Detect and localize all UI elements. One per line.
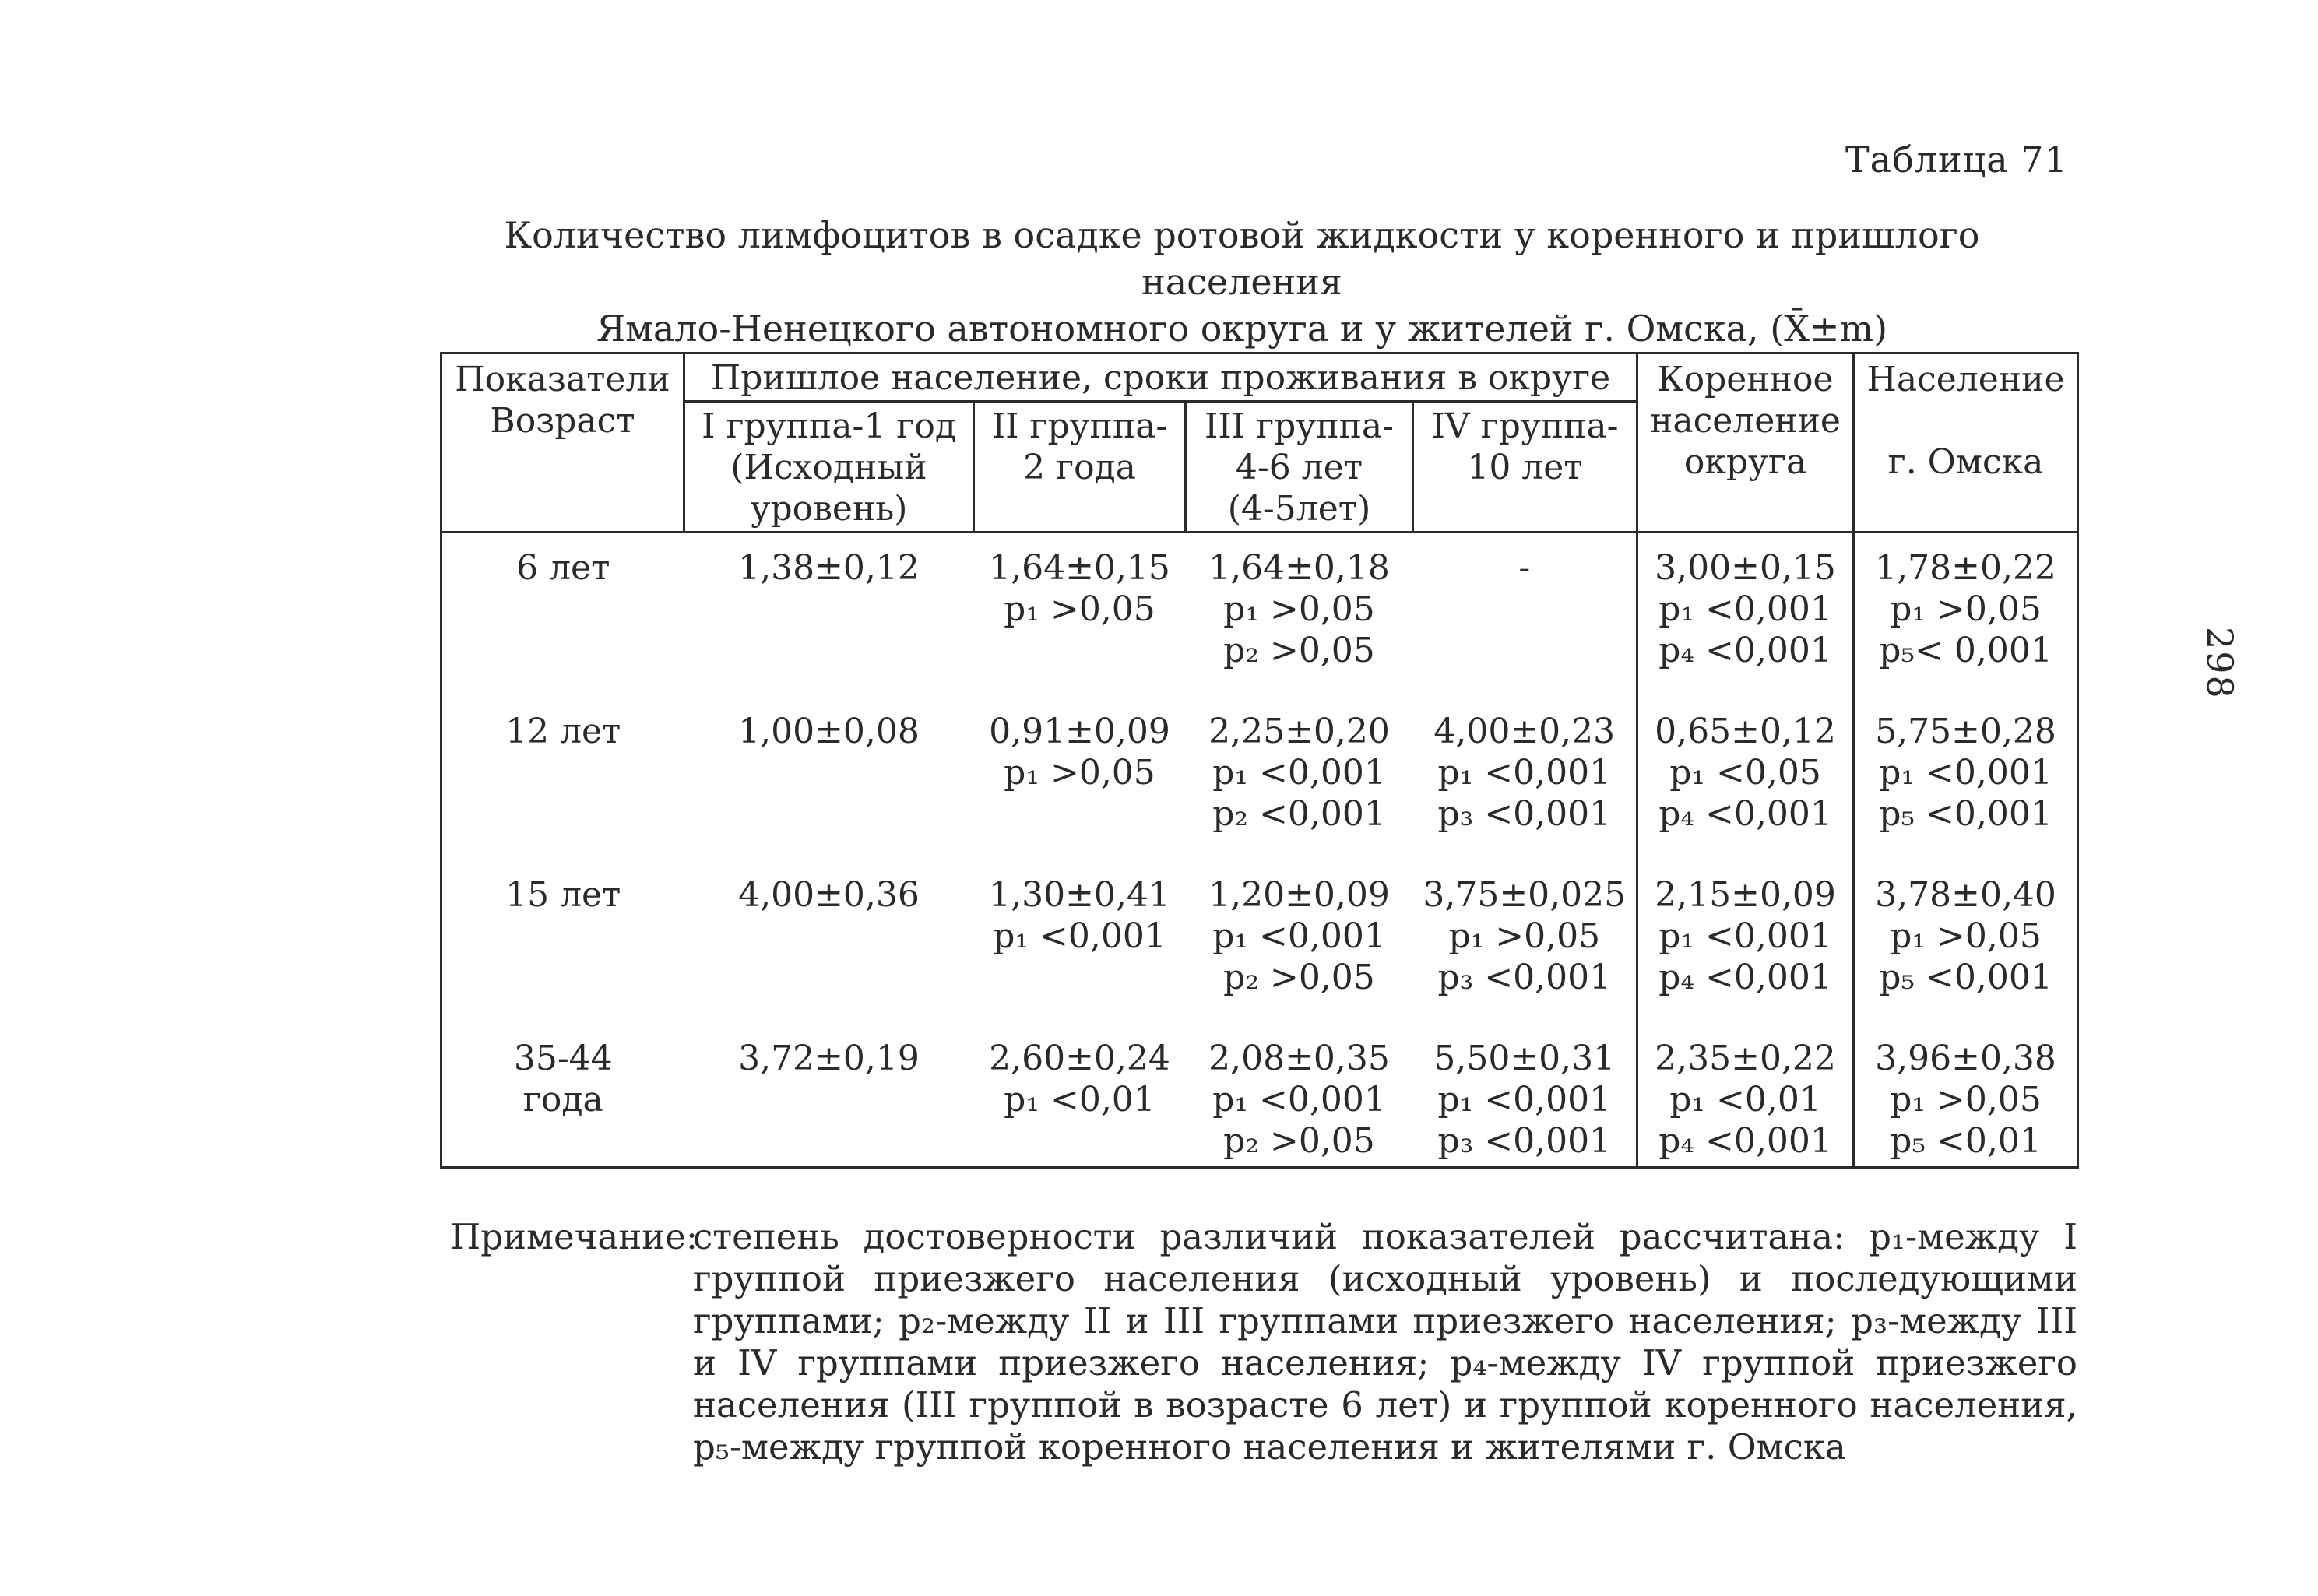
header-group-3-line-1: III группа- xyxy=(1205,406,1394,446)
p-value: p₁ >0,05 xyxy=(1890,589,2042,629)
header-indicators-age xyxy=(441,353,684,533)
header-group-1-line-2: (Исходный xyxy=(730,448,927,487)
header-native-line-1: Коренное xyxy=(1657,360,1834,399)
cell-group-2 xyxy=(974,1027,1186,1168)
p-value: p₄ <0,001 xyxy=(1658,958,1832,997)
mean-value: 2,35±0,22 xyxy=(1655,1039,1836,1078)
cell-omsk xyxy=(1854,863,2078,1027)
header-age-label: Возраст xyxy=(490,401,635,441)
table-row xyxy=(441,863,2078,1027)
note-label: Примечание: xyxy=(450,1216,698,1257)
p-value: p₂ <0,001 xyxy=(1212,794,1386,834)
p-value: p₂ >0,05 xyxy=(1223,631,1375,670)
p-value: p₁ >0,05 xyxy=(1890,916,2042,956)
p-value: p₁ <0,001 xyxy=(1658,916,1832,956)
p-value: p₃ <0,001 xyxy=(1437,794,1612,834)
p-value: p₁ <0,001 xyxy=(1879,753,2052,793)
p-value: p₃ <0,001 xyxy=(1437,1121,1612,1161)
cell-group-2 xyxy=(974,863,1186,1027)
p-value: p₁ <0,05 xyxy=(1669,753,1821,793)
p-value: p₁ >0,05 xyxy=(1004,589,1155,629)
table-note xyxy=(450,1216,2077,1468)
mean-value: 3,72±0,19 xyxy=(738,1039,920,1078)
header-group-3-line-3: (4-5лет) xyxy=(1227,489,1371,529)
mean-value: 1,38±0,12 xyxy=(738,548,920,588)
p-value: p₁ <0,001 xyxy=(1437,753,1612,793)
mean-value: 3,00±0,15 xyxy=(1655,548,1836,588)
p-value: p₅ <0,001 xyxy=(1879,794,2052,834)
cell-omsk xyxy=(1854,533,2078,701)
mean-value: 0,91±0,09 xyxy=(989,712,1170,751)
row-age-cell xyxy=(441,1027,684,1168)
header-native-line-2: население xyxy=(1650,401,1841,441)
table-row xyxy=(441,700,2078,863)
header-group-1-line-3: уровень) xyxy=(750,489,908,529)
mean-value: 4,00±0,36 xyxy=(738,875,920,915)
cell-omsk xyxy=(1854,700,2078,863)
p-value: p₄ <0,001 xyxy=(1658,1121,1832,1161)
header-native-population xyxy=(1637,353,1854,533)
p-value: p₁ <0,001 xyxy=(1437,1080,1612,1120)
table-header xyxy=(441,353,2078,533)
header-group-2-line-1: II группа- xyxy=(991,406,1168,446)
table-row xyxy=(441,533,2078,701)
cell-native xyxy=(1637,700,1854,863)
mean-value: 2,60±0,24 xyxy=(989,1039,1170,1078)
header-migrant-group: Пришлое население, сроки проживания в округе xyxy=(684,353,1637,402)
p-value: p₄ <0,001 xyxy=(1658,631,1832,670)
p-value: p₂ >0,05 xyxy=(1223,1121,1375,1161)
p-value: p₅ <0,01 xyxy=(1890,1121,2042,1161)
p-value: p₁ >0,05 xyxy=(1004,753,1155,793)
p-value: p₁ <0,001 xyxy=(1212,1080,1386,1120)
mean-value: 1,64±0,18 xyxy=(1208,548,1390,588)
p-value: p₁ <0,001 xyxy=(1212,753,1386,793)
header-group-3-line-2: 4-6 лет xyxy=(1235,448,1363,487)
header-group-1-line-1: I группа-1 год xyxy=(702,406,956,446)
p-value: p₁ <0,001 xyxy=(993,916,1166,956)
p-value: p₁ <0,001 xyxy=(1658,589,1832,629)
cell-group-3 xyxy=(1186,700,1413,863)
header-group-3 xyxy=(1186,402,1413,533)
table-title xyxy=(420,212,2063,352)
mean-value: 1,78±0,22 xyxy=(1875,548,2056,588)
row-age-cell xyxy=(441,863,684,1027)
table-row xyxy=(441,1027,2078,1168)
p-value: p₅< 0,001 xyxy=(1879,631,2052,670)
mean-value: 1,64±0,15 xyxy=(989,548,1170,588)
cell-group-1 xyxy=(684,1027,974,1168)
header-group-1 xyxy=(684,402,974,533)
mean-value: 3,96±0,38 xyxy=(1875,1039,2056,1078)
cell-group-3 xyxy=(1186,863,1413,1027)
cell-group-2 xyxy=(974,533,1186,701)
p-value: p₁ >0,05 xyxy=(1448,916,1601,956)
cell-native xyxy=(1637,863,1854,1027)
age-value-line-2: года xyxy=(522,1080,603,1120)
header-omsk-line-1: Население xyxy=(1866,360,2065,399)
p-value: p₁ >0,05 xyxy=(1890,1080,2042,1120)
row-age-cell xyxy=(441,700,684,863)
lymphocyte-table xyxy=(440,352,2079,1169)
cell-group-1 xyxy=(684,533,974,701)
header-group-4-line-2: 10 лет xyxy=(1467,448,1583,487)
cell-group-4 xyxy=(1413,533,1637,701)
mean-value: 2,08±0,35 xyxy=(1208,1039,1390,1078)
cell-group-1 xyxy=(684,700,974,863)
table-body xyxy=(441,533,2078,1168)
header-group-4-line-1: IV группа- xyxy=(1431,406,1619,446)
cell-native xyxy=(1637,1027,1854,1168)
p-value: p₂ >0,05 xyxy=(1223,958,1375,997)
cell-group-4 xyxy=(1413,1027,1637,1168)
mean-value: 0,65±0,12 xyxy=(1655,712,1836,751)
mean-value: 3,75±0,025 xyxy=(1423,875,1627,915)
cell-group-1 xyxy=(684,863,974,1027)
mean-value: 5,75±0,28 xyxy=(1875,712,2056,751)
mean-value: 1,30±0,41 xyxy=(989,875,1170,915)
p-value: p₁ <0,01 xyxy=(1669,1080,1821,1120)
note-text: степень достоверности различий показателей рассчитана: p₁-между I группой приезжего населения (исходный уровень) и последующими группами; p₂-между II и III группами приезжего населения; p₃-между III и IV группами приезжего населения; p₄-между IV группой приезжего населения (III группой в возрасте 6 лет) и группой коренного населения, p₅-между группой коренного населения и жителями г. Омска xyxy=(693,1216,2077,1468)
age-value: 6 лет xyxy=(516,548,610,588)
mean-value: 2,25±0,20 xyxy=(1208,712,1390,751)
table-title-line-1: Количество лимфоцитов в осадке ротовой жидкости у коренного и пришлого населения xyxy=(504,214,1980,303)
cell-group-3 xyxy=(1186,1027,1413,1168)
mean-value: 4,00±0,23 xyxy=(1433,712,1616,751)
cell-native xyxy=(1637,533,1854,701)
age-value: 12 лет xyxy=(505,712,621,751)
p-value: p₁ <0,001 xyxy=(1212,916,1386,956)
cell-omsk xyxy=(1854,1027,2078,1168)
header-indicators-label: Показатели xyxy=(455,360,670,399)
cell-group-3 xyxy=(1186,533,1413,701)
table-title-line-2: Ямало-Ненецкого автономного округа и у жителей г. Омска, (X̄±m) xyxy=(596,308,1888,350)
p-value: p₄ <0,001 xyxy=(1658,794,1832,834)
row-age-cell xyxy=(441,533,684,701)
mean-value: 2,15±0,09 xyxy=(1655,875,1836,915)
header-native-line-3: округа xyxy=(1683,442,1807,482)
p-value: p₁ <0,01 xyxy=(1004,1080,1155,1120)
mean-value: - xyxy=(1518,548,1531,588)
header-omsk-spacer xyxy=(1859,400,2072,441)
cell-group-4 xyxy=(1413,863,1637,1027)
cell-group-2 xyxy=(974,700,1186,863)
header-group-4 xyxy=(1413,402,1637,533)
header-group-2-line-2: 2 года xyxy=(1023,448,1136,487)
header-group-2 xyxy=(974,402,1186,533)
p-value: p₅ <0,001 xyxy=(1879,958,2052,997)
age-value: 35-44 xyxy=(513,1039,613,1078)
mean-value: 3,78±0,40 xyxy=(1875,875,2056,915)
cell-group-4 xyxy=(1413,700,1637,863)
mean-value: 1,00±0,08 xyxy=(738,712,920,751)
header-omsk-population xyxy=(1854,353,2078,533)
page-number: 298 xyxy=(2199,627,2241,700)
mean-value: 1,20±0,09 xyxy=(1208,875,1390,915)
age-value: 15 лет xyxy=(505,875,621,915)
table-number-label: Таблица 71 xyxy=(1845,139,2068,181)
header-omsk-line-3: г. Омска xyxy=(1887,442,2044,482)
p-value: p₁ >0,05 xyxy=(1223,589,1375,629)
mean-value: 5,50±0,31 xyxy=(1433,1039,1616,1078)
p-value: p₃ <0,001 xyxy=(1437,958,1612,997)
